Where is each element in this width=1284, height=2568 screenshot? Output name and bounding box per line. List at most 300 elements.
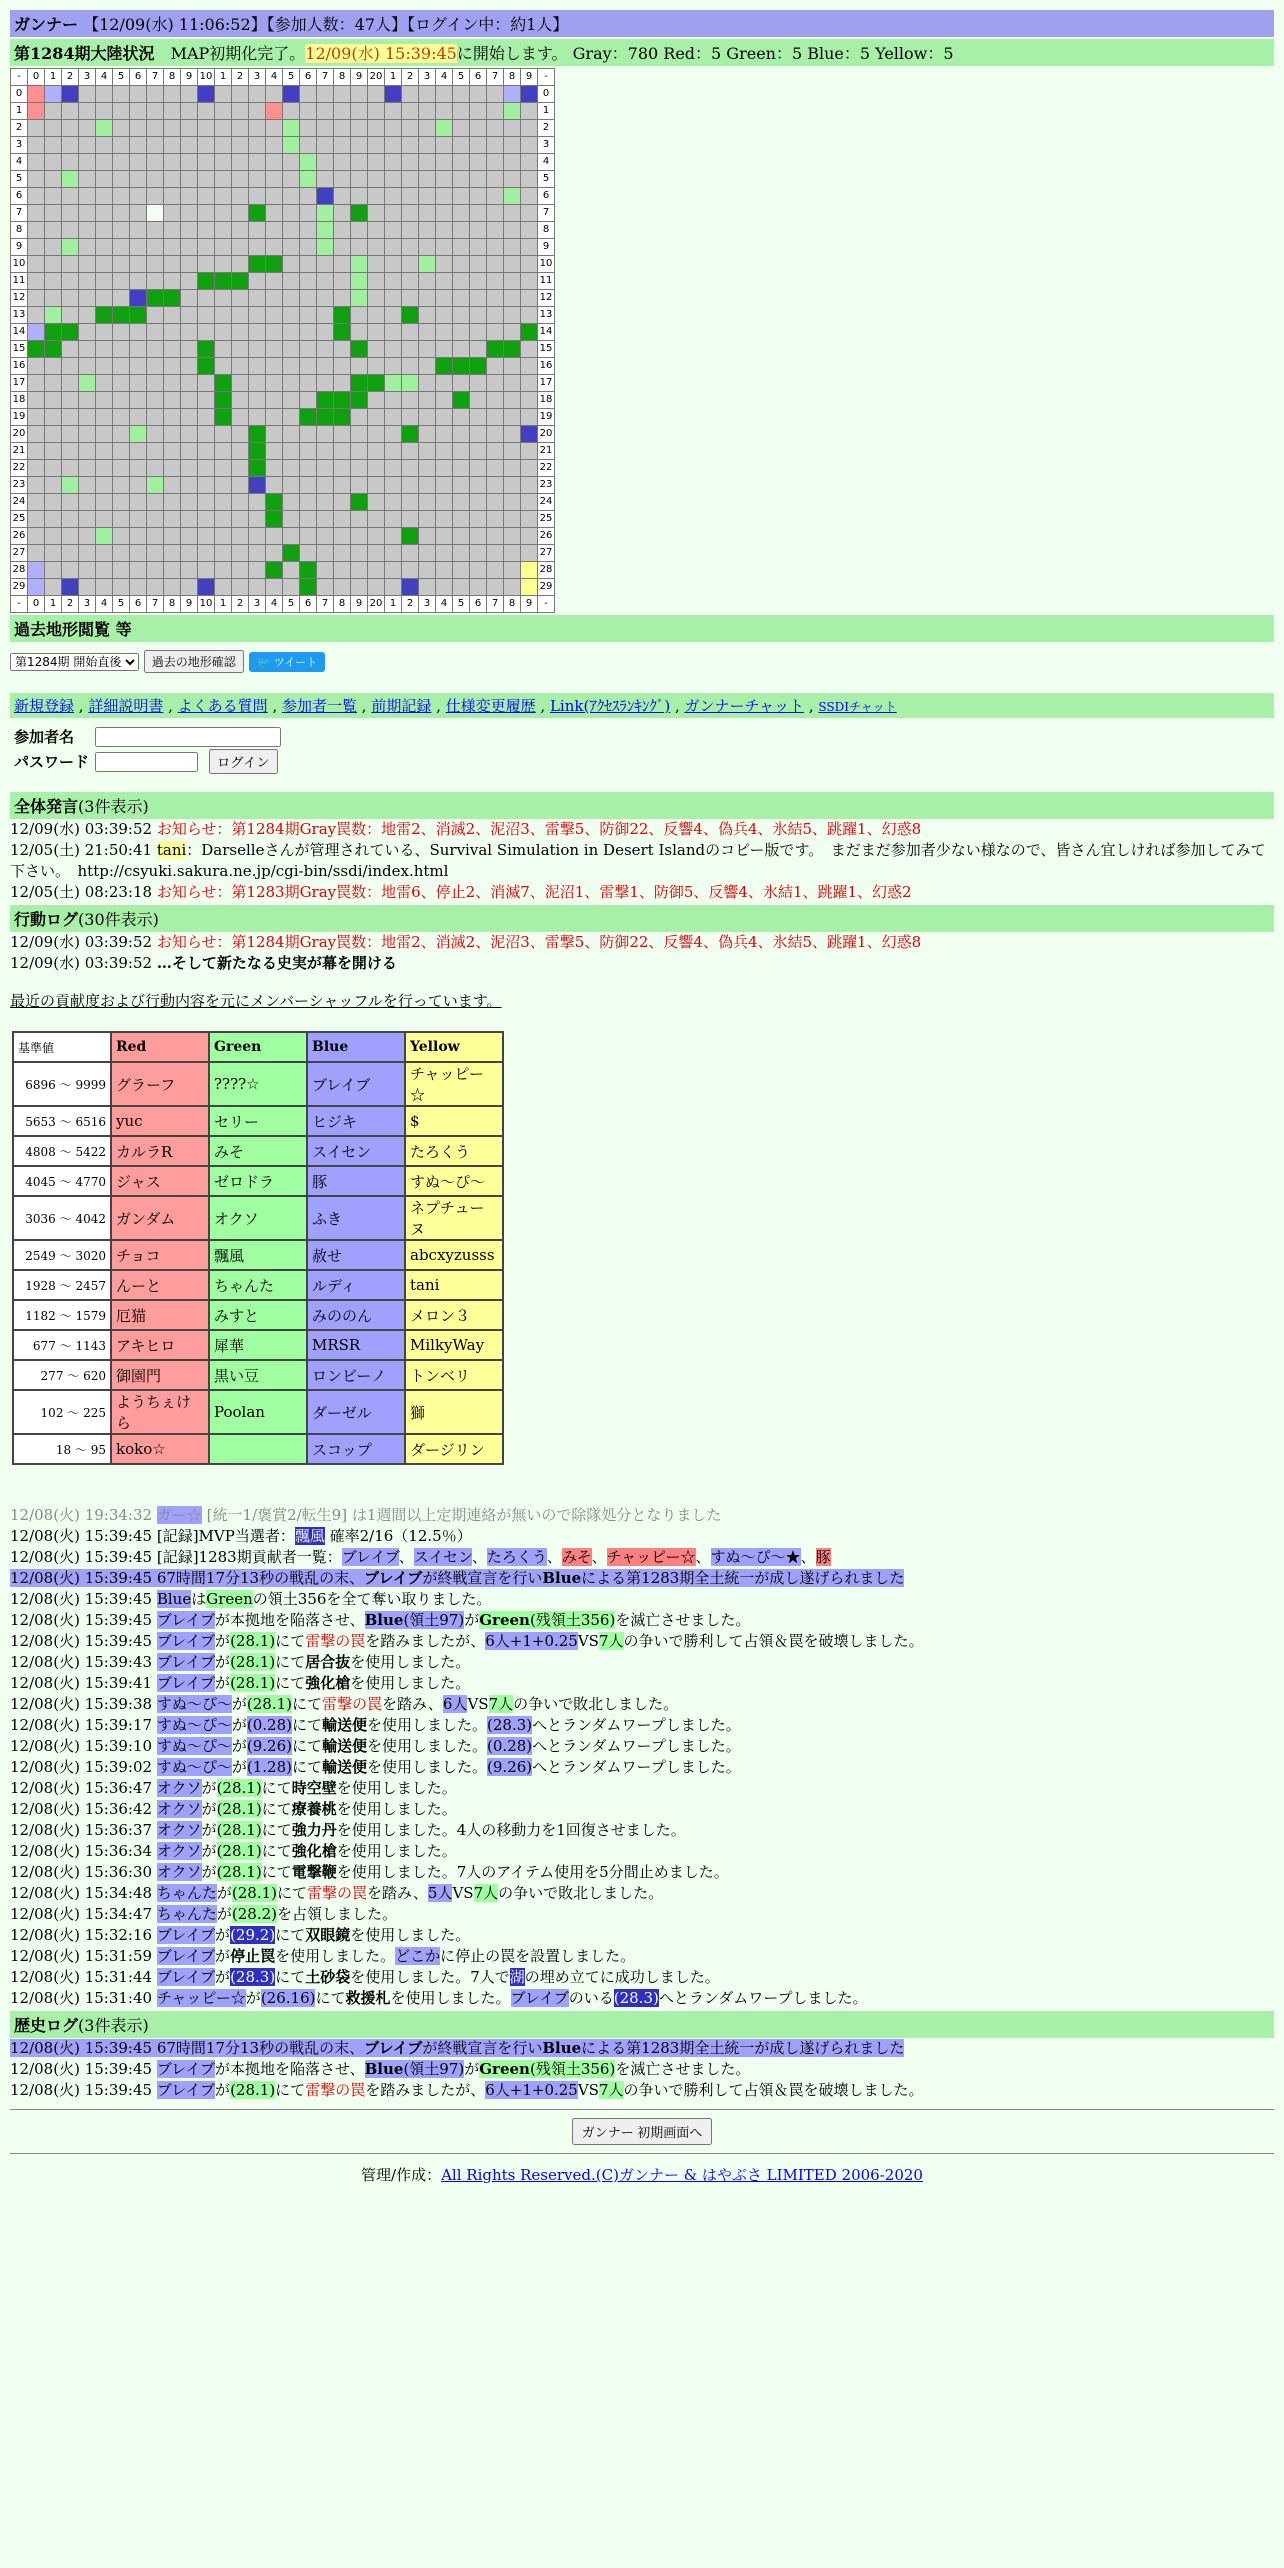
map-cell[interactable] (283, 273, 300, 290)
map-cell[interactable] (45, 290, 62, 307)
map-cell[interactable] (334, 86, 351, 103)
map-cell[interactable] (79, 290, 96, 307)
map-cell[interactable] (164, 545, 181, 562)
map-cell[interactable] (283, 409, 300, 426)
map-cell[interactable] (249, 375, 266, 392)
map-cell[interactable] (487, 426, 504, 443)
map-cell[interactable] (283, 154, 300, 171)
map-cell[interactable] (215, 443, 232, 460)
nav-link[interactable]: 参加者一覧 (281, 697, 357, 715)
map-cell[interactable] (266, 171, 283, 188)
map-cell[interactable] (351, 545, 368, 562)
map-cell[interactable] (249, 86, 266, 103)
map-cell[interactable] (351, 171, 368, 188)
map-cell[interactable] (317, 579, 334, 596)
map-cell[interactable] (198, 494, 215, 511)
map-cell[interactable] (164, 409, 181, 426)
map-cell[interactable] (334, 273, 351, 290)
map-cell[interactable] (249, 188, 266, 205)
map-cell[interactable] (215, 511, 232, 528)
map-cell[interactable] (181, 290, 198, 307)
map-cell[interactable] (96, 239, 113, 256)
map-cell[interactable] (317, 256, 334, 273)
map-cell[interactable] (419, 256, 436, 273)
map-cell[interactable] (402, 562, 419, 579)
map-cell[interactable] (113, 103, 130, 120)
map-cell[interactable] (470, 494, 487, 511)
map-cell[interactable] (385, 562, 402, 579)
login-button[interactable]: ログイン (209, 749, 278, 774)
map-cell[interactable] (62, 477, 79, 494)
map-cell[interactable] (45, 358, 62, 375)
map-cell[interactable] (453, 120, 470, 137)
map-cell[interactable] (62, 545, 79, 562)
map-cell[interactable] (419, 460, 436, 477)
map-cell[interactable] (368, 307, 385, 324)
map-cell[interactable] (419, 409, 436, 426)
map-cell[interactable] (147, 579, 164, 596)
initial-screen-button[interactable]: ガンナー 初期画面へ (572, 2118, 713, 2145)
map-cell[interactable] (487, 256, 504, 273)
map-cell[interactable] (28, 120, 45, 137)
map-cell[interactable] (436, 545, 453, 562)
map-cell[interactable] (249, 137, 266, 154)
map-cell[interactable] (351, 239, 368, 256)
map-cell[interactable] (453, 103, 470, 120)
map-cell[interactable] (164, 137, 181, 154)
map-cell[interactable] (215, 273, 232, 290)
map-cell[interactable] (249, 341, 266, 358)
map-cell[interactable] (249, 273, 266, 290)
map-cell[interactable] (130, 460, 147, 477)
map-cell[interactable] (181, 392, 198, 409)
map-cell[interactable] (419, 103, 436, 120)
map-cell[interactable] (113, 307, 130, 324)
map-cell[interactable] (198, 137, 215, 154)
map-cell[interactable] (453, 341, 470, 358)
map-cell[interactable] (96, 103, 113, 120)
map-cell[interactable] (249, 460, 266, 477)
map-cell[interactable] (504, 460, 521, 477)
map-cell[interactable] (504, 477, 521, 494)
map-cell[interactable] (113, 528, 130, 545)
map-cell[interactable] (79, 86, 96, 103)
map-cell[interactable] (45, 307, 62, 324)
map-cell[interactable] (504, 154, 521, 171)
map-cell[interactable] (130, 205, 147, 222)
map-cell[interactable] (487, 290, 504, 307)
map-cell[interactable] (266, 341, 283, 358)
map-cell[interactable] (45, 324, 62, 341)
map-cell[interactable] (96, 477, 113, 494)
map-cell[interactable] (385, 324, 402, 341)
map-cell[interactable] (368, 562, 385, 579)
map-cell[interactable] (368, 239, 385, 256)
map-cell[interactable] (487, 222, 504, 239)
map-cell[interactable] (470, 188, 487, 205)
map-cell[interactable] (521, 256, 538, 273)
map-cell[interactable] (232, 494, 249, 511)
map-cell[interactable] (96, 528, 113, 545)
map-cell[interactable] (436, 511, 453, 528)
map-cell[interactable] (470, 409, 487, 426)
map-cell[interactable] (283, 375, 300, 392)
map-cell[interactable] (402, 222, 419, 239)
map-cell[interactable] (300, 358, 317, 375)
map-cell[interactable] (79, 341, 96, 358)
map-cell[interactable] (113, 154, 130, 171)
map-cell[interactable] (62, 188, 79, 205)
map-cell[interactable] (266, 443, 283, 460)
map-cell[interactable] (232, 171, 249, 188)
map-cell[interactable] (453, 409, 470, 426)
map-cell[interactable] (504, 86, 521, 103)
map-cell[interactable] (45, 392, 62, 409)
map-cell[interactable] (45, 222, 62, 239)
map-cell[interactable] (385, 460, 402, 477)
map-cell[interactable] (436, 358, 453, 375)
map-cell[interactable] (198, 222, 215, 239)
map-cell[interactable] (317, 375, 334, 392)
map-cell[interactable] (113, 375, 130, 392)
map-cell[interactable] (351, 494, 368, 511)
map-cell[interactable] (96, 137, 113, 154)
map-cell[interactable] (487, 409, 504, 426)
map-cell[interactable] (249, 477, 266, 494)
map-cell[interactable] (453, 358, 470, 375)
map-cell[interactable] (487, 307, 504, 324)
map-cell[interactable] (96, 443, 113, 460)
map-cell[interactable] (334, 188, 351, 205)
map-cell[interactable] (351, 375, 368, 392)
map-cell[interactable] (130, 239, 147, 256)
map-cell[interactable] (317, 545, 334, 562)
map-cell[interactable] (198, 545, 215, 562)
map-cell[interactable] (198, 443, 215, 460)
map-cell[interactable] (504, 205, 521, 222)
map-cell[interactable] (96, 222, 113, 239)
map-cell[interactable] (419, 528, 436, 545)
map-cell[interactable] (181, 256, 198, 273)
map-cell[interactable] (487, 358, 504, 375)
map-cell[interactable] (368, 273, 385, 290)
map-cell[interactable] (521, 460, 538, 477)
map-cell[interactable] (487, 205, 504, 222)
map-cell[interactable] (198, 477, 215, 494)
map-cell[interactable] (368, 103, 385, 120)
map-cell[interactable] (385, 494, 402, 511)
map-cell[interactable] (317, 426, 334, 443)
map-cell[interactable] (453, 290, 470, 307)
map-cell[interactable] (232, 137, 249, 154)
map-cell[interactable] (45, 528, 62, 545)
map-cell[interactable] (164, 290, 181, 307)
map-cell[interactable] (453, 511, 470, 528)
map-cell[interactable] (45, 86, 62, 103)
map-cell[interactable] (453, 477, 470, 494)
map-cell[interactable] (334, 324, 351, 341)
map-cell[interactable] (28, 256, 45, 273)
map-cell[interactable] (147, 171, 164, 188)
map-cell[interactable] (419, 443, 436, 460)
map-cell[interactable] (283, 188, 300, 205)
map-cell[interactable] (283, 511, 300, 528)
map-cell[interactable] (45, 137, 62, 154)
map-cell[interactable] (300, 239, 317, 256)
map-cell[interactable] (79, 205, 96, 222)
map-cell[interactable] (266, 154, 283, 171)
map-cell[interactable] (317, 137, 334, 154)
map-cell[interactable] (164, 103, 181, 120)
map-cell[interactable] (521, 511, 538, 528)
map-cell[interactable] (317, 239, 334, 256)
map-cell[interactable] (521, 137, 538, 154)
map-cell[interactable] (521, 324, 538, 341)
map-cell[interactable] (79, 528, 96, 545)
map-cell[interactable] (147, 511, 164, 528)
map-cell[interactable] (351, 307, 368, 324)
map-cell[interactable] (45, 426, 62, 443)
map-cell[interactable] (419, 307, 436, 324)
map-cell[interactable] (300, 171, 317, 188)
map-cell[interactable] (164, 443, 181, 460)
map-cell[interactable] (215, 545, 232, 562)
map-cell[interactable] (521, 579, 538, 596)
map-cell[interactable] (470, 103, 487, 120)
map-cell[interactable] (385, 137, 402, 154)
map-cell[interactable] (198, 120, 215, 137)
map-cell[interactable] (147, 443, 164, 460)
map-cell[interactable] (181, 324, 198, 341)
map-cell[interactable] (402, 273, 419, 290)
map-cell[interactable] (436, 239, 453, 256)
map-cell[interactable] (164, 426, 181, 443)
map-cell[interactable] (521, 239, 538, 256)
map-cell[interactable] (334, 256, 351, 273)
map-cell[interactable] (283, 528, 300, 545)
map-cell[interactable] (504, 171, 521, 188)
map-cell[interactable] (79, 477, 96, 494)
map-cell[interactable] (436, 307, 453, 324)
map-cell[interactable] (28, 273, 45, 290)
map-cell[interactable] (198, 188, 215, 205)
map-cell[interactable] (351, 358, 368, 375)
map-cell[interactable] (215, 392, 232, 409)
map-cell[interactable] (334, 443, 351, 460)
map-cell[interactable] (181, 511, 198, 528)
map-cell[interactable] (368, 494, 385, 511)
map-cell[interactable] (283, 392, 300, 409)
map-cell[interactable] (402, 205, 419, 222)
map-cell[interactable] (283, 477, 300, 494)
map-cell[interactable] (28, 154, 45, 171)
map-cell[interactable] (79, 358, 96, 375)
map-cell[interactable] (385, 120, 402, 137)
map-cell[interactable] (504, 137, 521, 154)
map-cell[interactable] (215, 171, 232, 188)
map-cell[interactable] (402, 256, 419, 273)
map-cell[interactable] (453, 494, 470, 511)
map-cell[interactable] (453, 460, 470, 477)
map-cell[interactable] (130, 273, 147, 290)
map-cell[interactable] (487, 154, 504, 171)
map-cell[interactable] (62, 460, 79, 477)
map-cell[interactable] (79, 545, 96, 562)
map-cell[interactable] (470, 426, 487, 443)
map-cell[interactable] (368, 358, 385, 375)
map-cell[interactable] (402, 460, 419, 477)
map-cell[interactable] (368, 579, 385, 596)
map-cell[interactable] (147, 154, 164, 171)
map-cell[interactable] (79, 562, 96, 579)
map-cell[interactable] (249, 511, 266, 528)
map-cell[interactable] (436, 562, 453, 579)
map-cell[interactable] (351, 103, 368, 120)
map-cell[interactable] (283, 545, 300, 562)
map-cell[interactable] (334, 103, 351, 120)
map-cell[interactable] (62, 120, 79, 137)
map-cell[interactable] (470, 171, 487, 188)
map-cell[interactable] (215, 154, 232, 171)
map-cell[interactable] (419, 171, 436, 188)
map-cell[interactable] (419, 188, 436, 205)
map-cell[interactable] (96, 188, 113, 205)
password-input[interactable] (95, 752, 198, 772)
map-cell[interactable] (198, 290, 215, 307)
map-cell[interactable] (28, 86, 45, 103)
map-cell[interactable] (232, 205, 249, 222)
map-cell[interactable] (436, 477, 453, 494)
map-cell[interactable] (198, 307, 215, 324)
map-cell[interactable] (334, 477, 351, 494)
map-cell[interactable] (130, 511, 147, 528)
map-cell[interactable] (487, 137, 504, 154)
map-cell[interactable] (79, 222, 96, 239)
map-cell[interactable] (198, 86, 215, 103)
map-cell[interactable] (249, 409, 266, 426)
map-cell[interactable] (385, 290, 402, 307)
map-cell[interactable] (436, 205, 453, 222)
map-cell[interactable] (96, 511, 113, 528)
map-cell[interactable] (487, 239, 504, 256)
map-cell[interactable] (28, 562, 45, 579)
map-cell[interactable] (62, 290, 79, 307)
map-cell[interactable] (130, 409, 147, 426)
map-cell[interactable] (45, 375, 62, 392)
map-cell[interactable] (232, 324, 249, 341)
map-cell[interactable] (164, 562, 181, 579)
map-cell[interactable] (96, 154, 113, 171)
map-cell[interactable] (215, 494, 232, 511)
map-cell[interactable] (181, 460, 198, 477)
map-cell[interactable] (487, 562, 504, 579)
map-cell[interactable] (521, 273, 538, 290)
map-cell[interactable] (470, 137, 487, 154)
map-cell[interactable] (62, 562, 79, 579)
map-cell[interactable] (385, 86, 402, 103)
map-cell[interactable] (62, 494, 79, 511)
map-cell[interactable] (351, 562, 368, 579)
map-cell[interactable] (249, 358, 266, 375)
map-cell[interactable] (351, 443, 368, 460)
map-cell[interactable] (96, 579, 113, 596)
map-cell[interactable] (470, 443, 487, 460)
map-cell[interactable] (368, 188, 385, 205)
map-cell[interactable] (62, 341, 79, 358)
map-cell[interactable] (198, 426, 215, 443)
map-cell[interactable] (453, 239, 470, 256)
map-cell[interactable] (164, 86, 181, 103)
map-cell[interactable] (181, 579, 198, 596)
map-cell[interactable] (198, 460, 215, 477)
map-cell[interactable] (266, 205, 283, 222)
map-cell[interactable] (300, 137, 317, 154)
map-cell[interactable] (266, 86, 283, 103)
map-cell[interactable] (215, 290, 232, 307)
map-cell[interactable] (334, 409, 351, 426)
map-cell[interactable] (181, 273, 198, 290)
map-cell[interactable] (521, 443, 538, 460)
map-cell[interactable] (249, 494, 266, 511)
map-cell[interactable] (147, 256, 164, 273)
map-cell[interactable] (436, 426, 453, 443)
map-cell[interactable] (147, 307, 164, 324)
map-cell[interactable] (113, 579, 130, 596)
map-cell[interactable] (249, 562, 266, 579)
map-cell[interactable] (79, 375, 96, 392)
map-cell[interactable] (300, 443, 317, 460)
map-cell[interactable] (62, 103, 79, 120)
map-cell[interactable] (317, 273, 334, 290)
map-cell[interactable] (62, 511, 79, 528)
map-cell[interactable] (419, 579, 436, 596)
map-cell[interactable] (215, 137, 232, 154)
map-cell[interactable] (96, 256, 113, 273)
map-cell[interactable] (147, 188, 164, 205)
map-cell[interactable] (334, 375, 351, 392)
map-cell[interactable] (334, 341, 351, 358)
map-cell[interactable] (130, 256, 147, 273)
map-cell[interactable] (385, 375, 402, 392)
map-cell[interactable] (317, 324, 334, 341)
map-cell[interactable] (351, 120, 368, 137)
map-cell[interactable] (504, 528, 521, 545)
map-cell[interactable] (96, 171, 113, 188)
map-cell[interactable] (453, 392, 470, 409)
map-cell[interactable] (419, 86, 436, 103)
map-cell[interactable] (283, 324, 300, 341)
map-cell[interactable] (402, 545, 419, 562)
map-cell[interactable] (419, 137, 436, 154)
map-cell[interactable] (385, 426, 402, 443)
map-cell[interactable] (62, 324, 79, 341)
map-cell[interactable] (28, 324, 45, 341)
map-cell[interactable] (62, 273, 79, 290)
map-cell[interactable] (470, 511, 487, 528)
map-cell[interactable] (181, 188, 198, 205)
map-cell[interactable] (215, 205, 232, 222)
map-cell[interactable] (96, 494, 113, 511)
map-cell[interactable] (130, 120, 147, 137)
map-cell[interactable] (249, 103, 266, 120)
map-cell[interactable] (436, 256, 453, 273)
map-cell[interactable] (215, 460, 232, 477)
map-cell[interactable] (79, 239, 96, 256)
map-cell[interactable] (385, 273, 402, 290)
map-cell[interactable] (198, 375, 215, 392)
map-cell[interactable] (266, 290, 283, 307)
map-cell[interactable] (28, 222, 45, 239)
